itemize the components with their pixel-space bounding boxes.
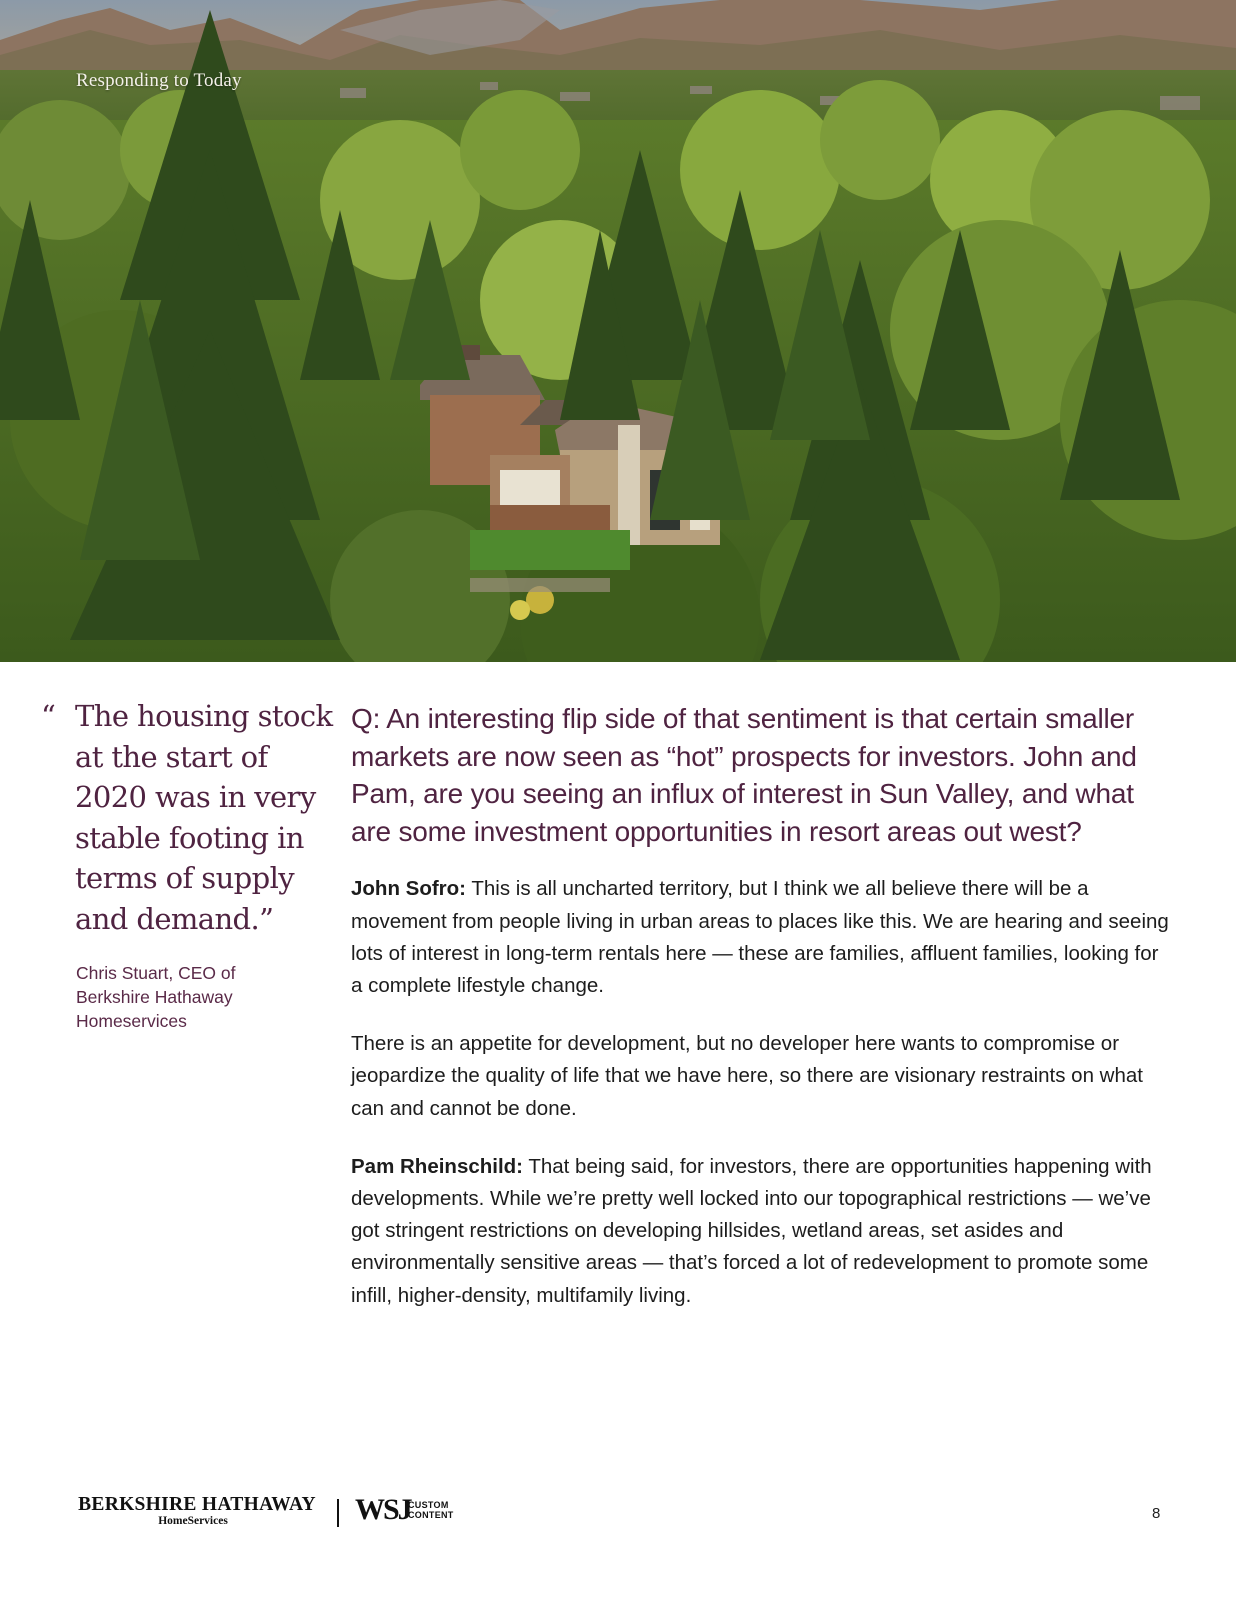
speaker-name: John Sofro: bbox=[351, 877, 467, 901]
page-footer bbox=[0, 1495, 1236, 1535]
page-number: 8 bbox=[1152, 1505, 1161, 1522]
article-body bbox=[351, 700, 1171, 1338]
answer-paragraph-2 bbox=[351, 1028, 1171, 1125]
open-quote-mark: “ bbox=[41, 699, 56, 733]
footer-divider bbox=[337, 1499, 339, 1527]
wsj-tagline-line2: CONTENT bbox=[408, 1509, 454, 1520]
paragraph-text: This is all uncharted territory, but I think we all believe there will be a movement from people living in urban areas to places like this. We are hearing and seeing lots of interest in long-term rentals here — these are families, affluent families, looking for a complete lifestyle change. bbox=[351, 877, 1169, 997]
forest-house-illustration bbox=[0, 0, 1236, 662]
brand-name: BERKSHIRE HATHAWAY bbox=[78, 1494, 316, 1515]
hero-photo bbox=[0, 0, 1236, 662]
interview-question: Q: An interesting flip side of that sentiment is that certain smaller markets are now seen as “hot” prospects for investors. John and Pam, are you seeing an influx of interest in Sun Valley, and what are some investment opportunities in resort areas out west? bbox=[351, 703, 1137, 847]
wsj-tagline-line1: CUSTOM bbox=[408, 1500, 449, 1510]
wsj-tagline bbox=[408, 1501, 458, 1520]
pull-quote bbox=[41, 696, 334, 939]
pull-quote-attribution: Chris Stuart, CEO of Berkshire Hathaway Homeservices bbox=[76, 963, 236, 1031]
paragraph-text: That being said, for investors, there are opportunities happening with developments. While we’re pretty well locked into our topographical restrictions — we’ve got stringent restrictions on developing hillsides, wetland areas, set asides and environmentally sensitive areas — that’s forced a lot of redevelopment to promote some infill, higher-density, multifamily living. bbox=[351, 1154, 1152, 1307]
answer-paragraph-1 bbox=[351, 873, 1171, 1002]
answer-paragraph-3 bbox=[351, 1151, 1171, 1312]
wsj-mark: WSJ bbox=[355, 1493, 411, 1526]
pull-quote-text: The housing stock at the start of 2020 was in very stable footing in terms of supply and demand.” bbox=[75, 699, 333, 936]
paragraph-text: There is an appetite for development, but no developer here wants to compromise or jeopardize the quality of life that we have here, so there are visionary restraints on what can and cannot be done. bbox=[351, 1032, 1143, 1120]
brand-subname: HomeServices bbox=[158, 1515, 228, 1527]
berkshire-hathaway-logo bbox=[74, 1495, 320, 1528]
speaker-name: Pam Rheinschild: bbox=[351, 1154, 524, 1178]
section-label: Responding to Today bbox=[76, 70, 242, 91]
pull-quote-body bbox=[41, 696, 334, 939]
